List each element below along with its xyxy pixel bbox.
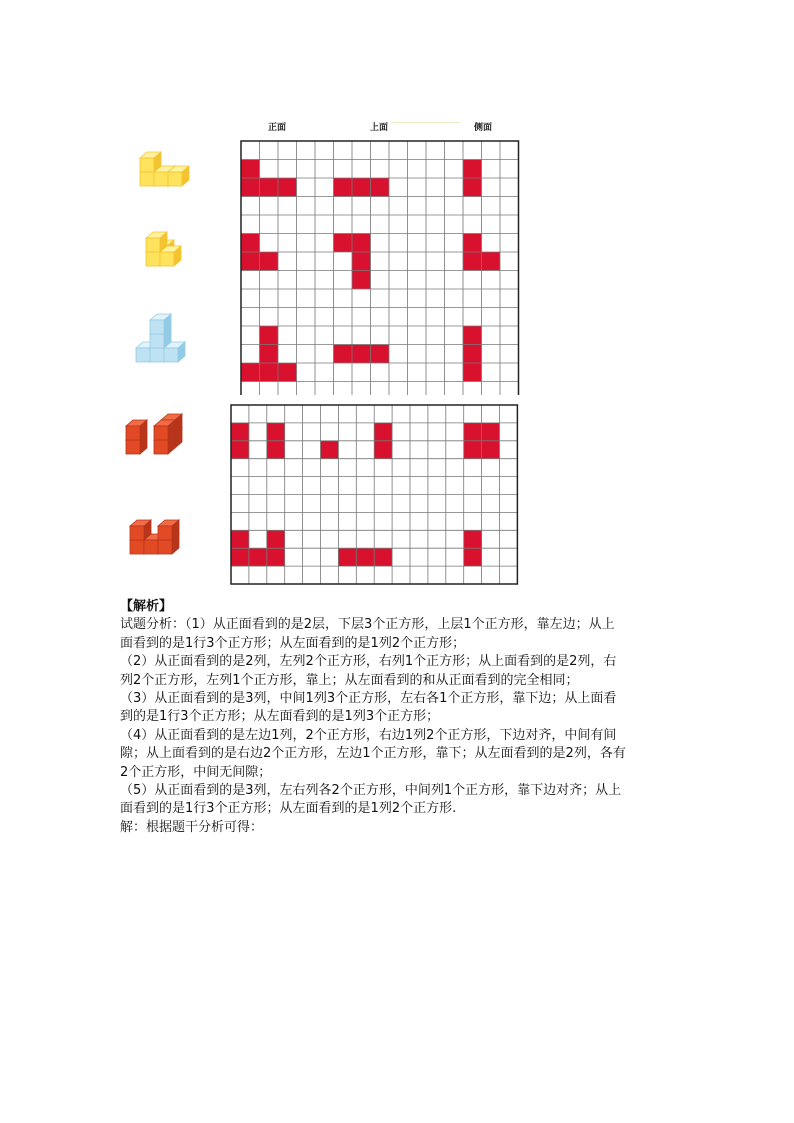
grid-upper-filled-cell <box>352 345 371 364</box>
grid-upper-filled-cell <box>371 178 390 197</box>
grid-lower-filled-cell <box>231 548 249 566</box>
cube <box>146 232 167 252</box>
grid-upper-filled-cell <box>278 363 297 382</box>
cube-figure-5 <box>128 518 188 560</box>
cube-figure-1 <box>138 150 208 205</box>
grid-upper-filled-cell <box>260 252 279 271</box>
grid-upper-filled-cell <box>260 326 279 345</box>
cube <box>130 520 151 540</box>
grid-lower-filled-cell <box>464 530 482 548</box>
grid-lower-filled-cell <box>464 441 482 459</box>
analysis-line: 到的是1行3个正方形；从左面看到的是1列3个正方形； <box>120 709 440 725</box>
header-side: 侧面 <box>474 123 493 133</box>
cube-figure-3 <box>134 312 204 374</box>
grid-upper-filled-cell <box>260 178 279 197</box>
grid-lower-filled-cell <box>374 441 392 459</box>
grid-upper-filled-cell <box>463 160 482 179</box>
grid-lower <box>230 404 522 586</box>
grid-lower-filled-cell <box>267 423 285 441</box>
analysis-line: 面看到的是1行3个正方形；从左面看到的是1列2个正方形； <box>120 635 466 651</box>
grid-upper-filled-cell <box>260 345 279 364</box>
grid-upper-filled-cell <box>334 345 353 364</box>
analysis-section <box>120 598 680 837</box>
analysis-line: 隙；从上面看到的是右边2个正方形，左边1个正方形，靠下；从左面看到的是2列，各有 <box>120 746 626 762</box>
cube-figure-4 <box>124 412 189 462</box>
grid-upper-filled-cell <box>371 345 390 364</box>
grid-lower-filled-cell <box>482 423 500 441</box>
header-top: 上面 <box>370 123 389 133</box>
analysis-title: 【解析】 <box>120 599 173 614</box>
grid-upper-filled-cell <box>278 178 297 197</box>
cube <box>168 166 189 186</box>
grid-upper-filled-cell <box>334 234 353 253</box>
grid-upper-filled-cell <box>463 326 482 345</box>
grid-lower-filled-cell <box>356 548 374 566</box>
grid-upper-filled-cell <box>352 234 371 253</box>
grid-upper-filled-cell <box>463 178 482 197</box>
grid-upper-filled-cell <box>241 252 260 271</box>
cube <box>154 420 175 440</box>
analysis-line: 面看到的是1行3个正方形；从左面看到的是1列2个正方形. <box>120 801 457 817</box>
cube-figure-2 <box>144 224 194 279</box>
grid-upper <box>240 140 520 395</box>
grid-upper-filled-cell <box>241 178 260 197</box>
grid-lower-filled-cell <box>482 441 500 459</box>
analysis-line: 2个正方形，中间无间隙； <box>120 764 272 780</box>
grid-lower-filled-cell <box>249 548 267 566</box>
cube <box>150 314 171 334</box>
grid-lower-filled-cell <box>231 530 249 548</box>
analysis-line: 列2个正方形，左列1个正方形，靠上；从左面看到的和从正面看到的完全相同； <box>120 672 579 688</box>
analysis-line: （3）从正面看到的是3列，中间1列3个正方形，左右各1个正方形，靠下边；从上面看 <box>120 691 617 707</box>
grid-upper-filled-cell <box>463 234 482 253</box>
grid-lower-filled-cell <box>321 441 339 459</box>
analysis-line: 试题分析：（1）从正面看到的是2层，下层3个正方形，上层1个正方形，靠左边；从上 <box>120 617 615 633</box>
grid-upper-filled-cell <box>334 178 353 197</box>
grid-lower-filled-cell <box>338 548 356 566</box>
grid-upper-filled-cell <box>260 363 279 382</box>
analysis-line: （5）从正面看到的是3列，左右列各2个正方形，中间列1个正方形，靠下边对齐；从上 <box>120 783 622 799</box>
grid-upper-filled-cell <box>352 178 371 197</box>
grid-upper-filled-cell <box>352 271 371 290</box>
grid-upper-filled-cell <box>241 160 260 179</box>
cube <box>158 520 179 540</box>
grid-upper-filled-cell <box>241 363 260 382</box>
grid-upper-filled-cell <box>463 345 482 364</box>
analysis-line: （2）从正面看到的是2列，左列2个正方形，右列1个正方形；从上面看到的是2列，右 <box>120 654 617 670</box>
grid-lower-filled-cell <box>464 548 482 566</box>
header-front: 正面 <box>268 123 287 133</box>
grid-upper-filled-cell <box>463 252 482 271</box>
grid-lower-filled-cell <box>464 423 482 441</box>
header-divider <box>392 122 460 123</box>
solution-line: 解：根据题干分析可得： <box>120 819 264 835</box>
grid-upper-filled-cell <box>463 363 482 382</box>
grid-lower-filled-cell <box>231 441 249 459</box>
analysis-line: （4）从正面看到的是左边1列，2个正方形，右边1列2个正方形，下边对齐，中间有间 <box>120 727 617 743</box>
grid-upper-filled-cell <box>352 252 371 271</box>
cube <box>126 420 147 440</box>
grid-lower-filled-cell <box>231 423 249 441</box>
grid-upper-filled-cell <box>241 234 260 253</box>
grid-lower-filled-cell <box>267 441 285 459</box>
grid-lower-filled-cell <box>374 423 392 441</box>
cube <box>140 152 161 172</box>
grid-upper-filled-cell <box>482 252 501 271</box>
grid-lower-filled-cell <box>267 548 285 566</box>
grid-lower-filled-cell <box>374 548 392 566</box>
grid-lower-filled-cell <box>267 530 285 548</box>
